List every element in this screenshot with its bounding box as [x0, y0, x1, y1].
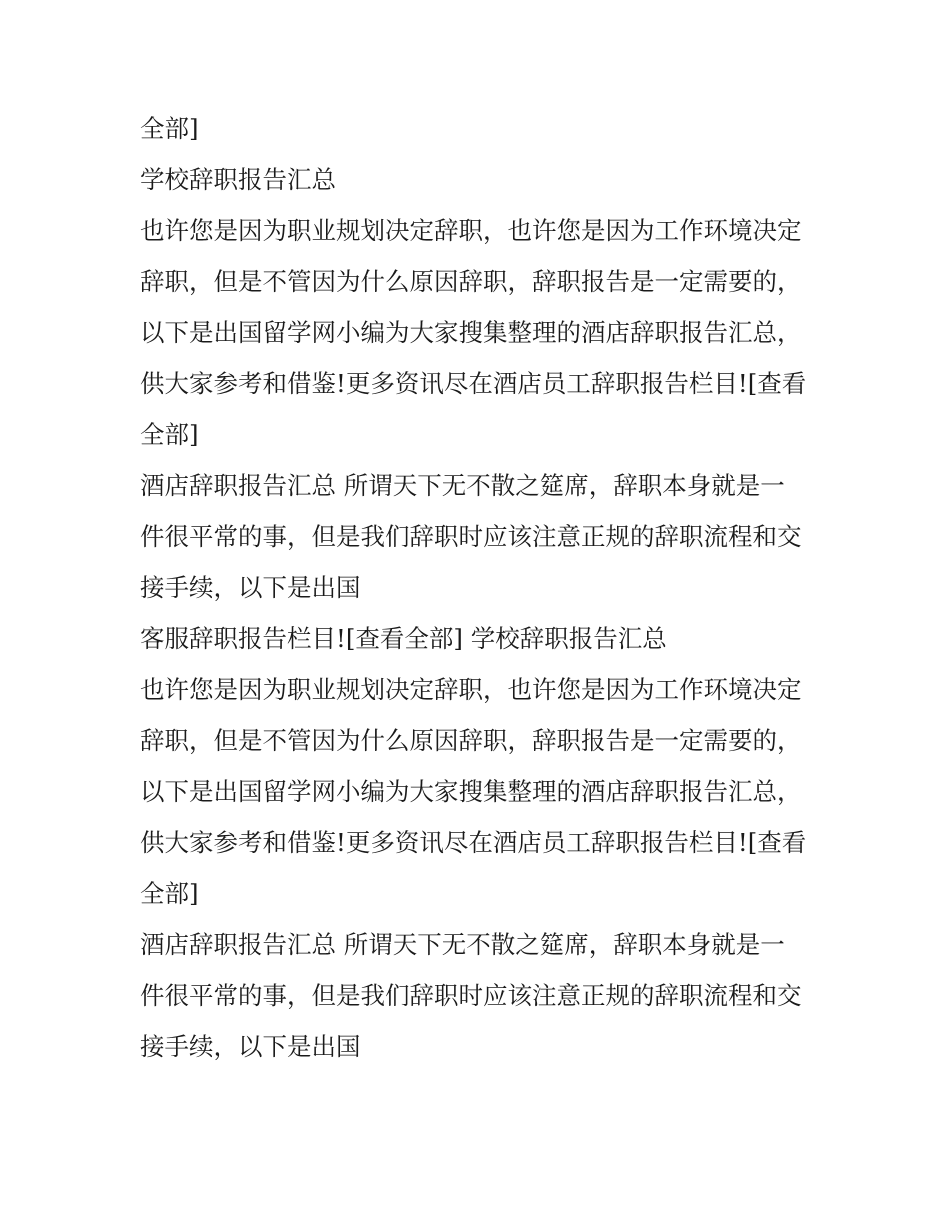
- text-line: 接手续，以下是出国: [140, 573, 361, 602]
- text-line: 酒店辞职报告汇总 所谓天下无不散之筵席，辞职本身就是一: [140, 471, 785, 500]
- text-line: 也许您是因为职业规划决定辞职，也许您是因为工作环境决定: [140, 216, 802, 245]
- text-line: 件很平常的事，但是我们辞职时应该注意正规的辞职流程和交: [140, 981, 802, 1010]
- text-line: 也许您是因为职业规划决定辞职，也许您是因为工作环境决定: [140, 675, 802, 704]
- document-body: [140, 103, 820, 1072]
- text-line: 客服辞职报告栏目![查看全部] 学校辞职报告汇总: [140, 624, 667, 653]
- text-line: 全部]: [140, 879, 199, 908]
- text-line: 全部]: [140, 420, 199, 449]
- text-line: 接手续，以下是出国: [140, 1032, 361, 1061]
- text-line: 供大家参考和借鉴!更多资讯尽在酒店员工辞职报告栏目![查看: [140, 828, 807, 857]
- text-line: 辞职，但是不管因为什么原因辞职，辞职报告是一定需要的，: [140, 726, 802, 755]
- text-line: 以下是出国留学网小编为大家搜集整理的酒店辞职报告汇总，: [140, 777, 802, 806]
- text-line: 以下是出国留学网小编为大家搜集整理的酒店辞职报告汇总，: [140, 318, 802, 347]
- text-line: 件很平常的事，但是我们辞职时应该注意正规的辞职流程和交: [140, 522, 802, 551]
- text-line: 学校辞职报告汇总: [140, 165, 336, 194]
- text-line: 供大家参考和借鉴!更多资讯尽在酒店员工辞职报告栏目![查看: [140, 369, 807, 398]
- text-line: 辞职，但是不管因为什么原因辞职，辞职报告是一定需要的，: [140, 267, 802, 296]
- text-line: 酒店辞职报告汇总 所谓天下无不散之筵席，辞职本身就是一: [140, 930, 785, 959]
- text-line: 全部]: [140, 114, 199, 143]
